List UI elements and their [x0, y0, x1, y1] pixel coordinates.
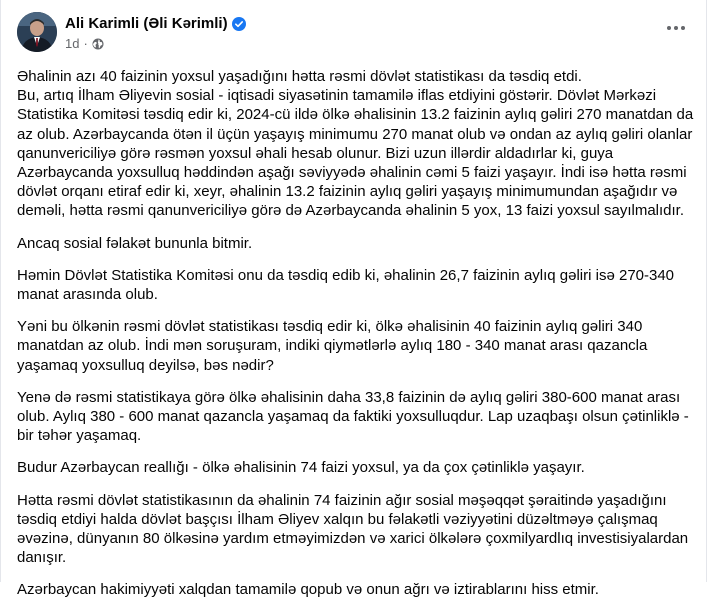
author-name[interactable]: Ali Karimli (Əli Kərimli)	[65, 15, 228, 32]
post-text	[17, 67, 697, 613]
avatar[interactable]	[17, 12, 57, 52]
post-header	[17, 12, 246, 52]
avatar-image	[17, 12, 57, 52]
post-paragraph: Yenə də rəsmi statistikaya görə ölkə əhalisinin daha 33,8 faizinin də aylıq gəliri 380-600 manat arası olub. Aylıq 380 - 600 manat qazancla yaşamaq da faktiki yoxsulluqdur. Lap uzaqbaşı olsun çətinliklə - bir təhər yaşamaq.	[17, 388, 689, 445]
post-paragraph: Əhalinin azı 40 faizinin yoxsul yaşadığını hətta rəsmi dövlət statistikası da təsdiq etdi. Bu, artıq İlham Əliyevin sosial - iqtisadi siyasətinin tamamilə iflas etdiyini göstərir. Dövlət Mərkəzi Statistika Komitəsi təsdiq edir ki, 2024-cü ildə ölkə əhalisinin 13.2 faizinin aylıq gəliri 270 manatdan da az olub. Azərbaycanda ötən il üçün yaşayış minimumu 270 manat olub və ondan az aylıq gəliri olanlar qanunvericiliyə görə rəsmən yoxsul əhali hesab olunur. Bizi uzun illərdir aldadırlar ki, guya Azərbaycanda yoxsulluq həddindən aşağı səviyyədə əhalinin cəmi 5 faizi yaşayır. İndi isə hətta rəsmi dövlət orqanı etiraf edir ki, xeyr, əhalinin 13.2 faizinin aylıq gəliri yaşayış minimumundan aşağıdır və deməli, hətta rəsmi qanunvericiliyə görə də Azərbaycanda əhalinin 5 yox, 13 faizi yoxsul sayılmalıdır.	[17, 68, 694, 220]
post-meta	[65, 15, 246, 51]
more-options-icon[interactable]	[664, 20, 688, 36]
post-paragraph: Azərbaycan hakimiyyəti xalqdan tamamilə qopub və onun ağrı və iztirablarını hiss etmir.	[17, 581, 599, 599]
post-paragraph: Hətta rəsmi dövlət statistikasının da əhalinin 74 faizinin ağır sosial məşəqqət şəraitində yaşadığını təsdiq etdiyi halda dövlət başçısı İlham Əliyev xalqın bu fəlakətli vəziyyətini düzəltməyə çalışmaq əvəzinə, dünyanın 80 ölkəsinə yardım etməyimizdən və xarici ölkələrə çoxmilyardlıq investisiyalardan danışır.	[17, 491, 689, 567]
post-paragraph: Budur Azərbaycan reallığı - ölkə əhalisinin 74 faizi yoxsul, ya da çox çətinliklə yaşayır.	[17, 459, 585, 477]
post-paragraph: Ancaq sosial fəlakət bununla bitmir.	[17, 234, 253, 252]
post-paragraph: Həmin Dövlət Statistika Komitəsi onu da təsdiq edib ki, əhalinin 26,7 faizinin aylıq gəliri isə 270-340 manat arasında olub.	[17, 266, 675, 304]
verified-badge-icon	[232, 17, 246, 31]
globe-icon[interactable]	[92, 38, 104, 50]
separator-dot: ·	[83, 36, 88, 51]
post-subline	[65, 36, 246, 51]
author-row	[65, 15, 246, 32]
post-timestamp[interactable]: 1d	[65, 36, 80, 51]
post-paragraph: Yəni bu ölkənin rəsmi dövlət statistikası təsdiq edir ki, ölkə əhalisinin 40 faizinin aylıq gəliri 340 manatdan az olub. İndi mən soruşuram, indiki qiymətlərlə aylıq 180 - 340 manat arası qazancla yaşamaq yoxsulluq deyilsə, bəs nədir?	[17, 318, 648, 374]
